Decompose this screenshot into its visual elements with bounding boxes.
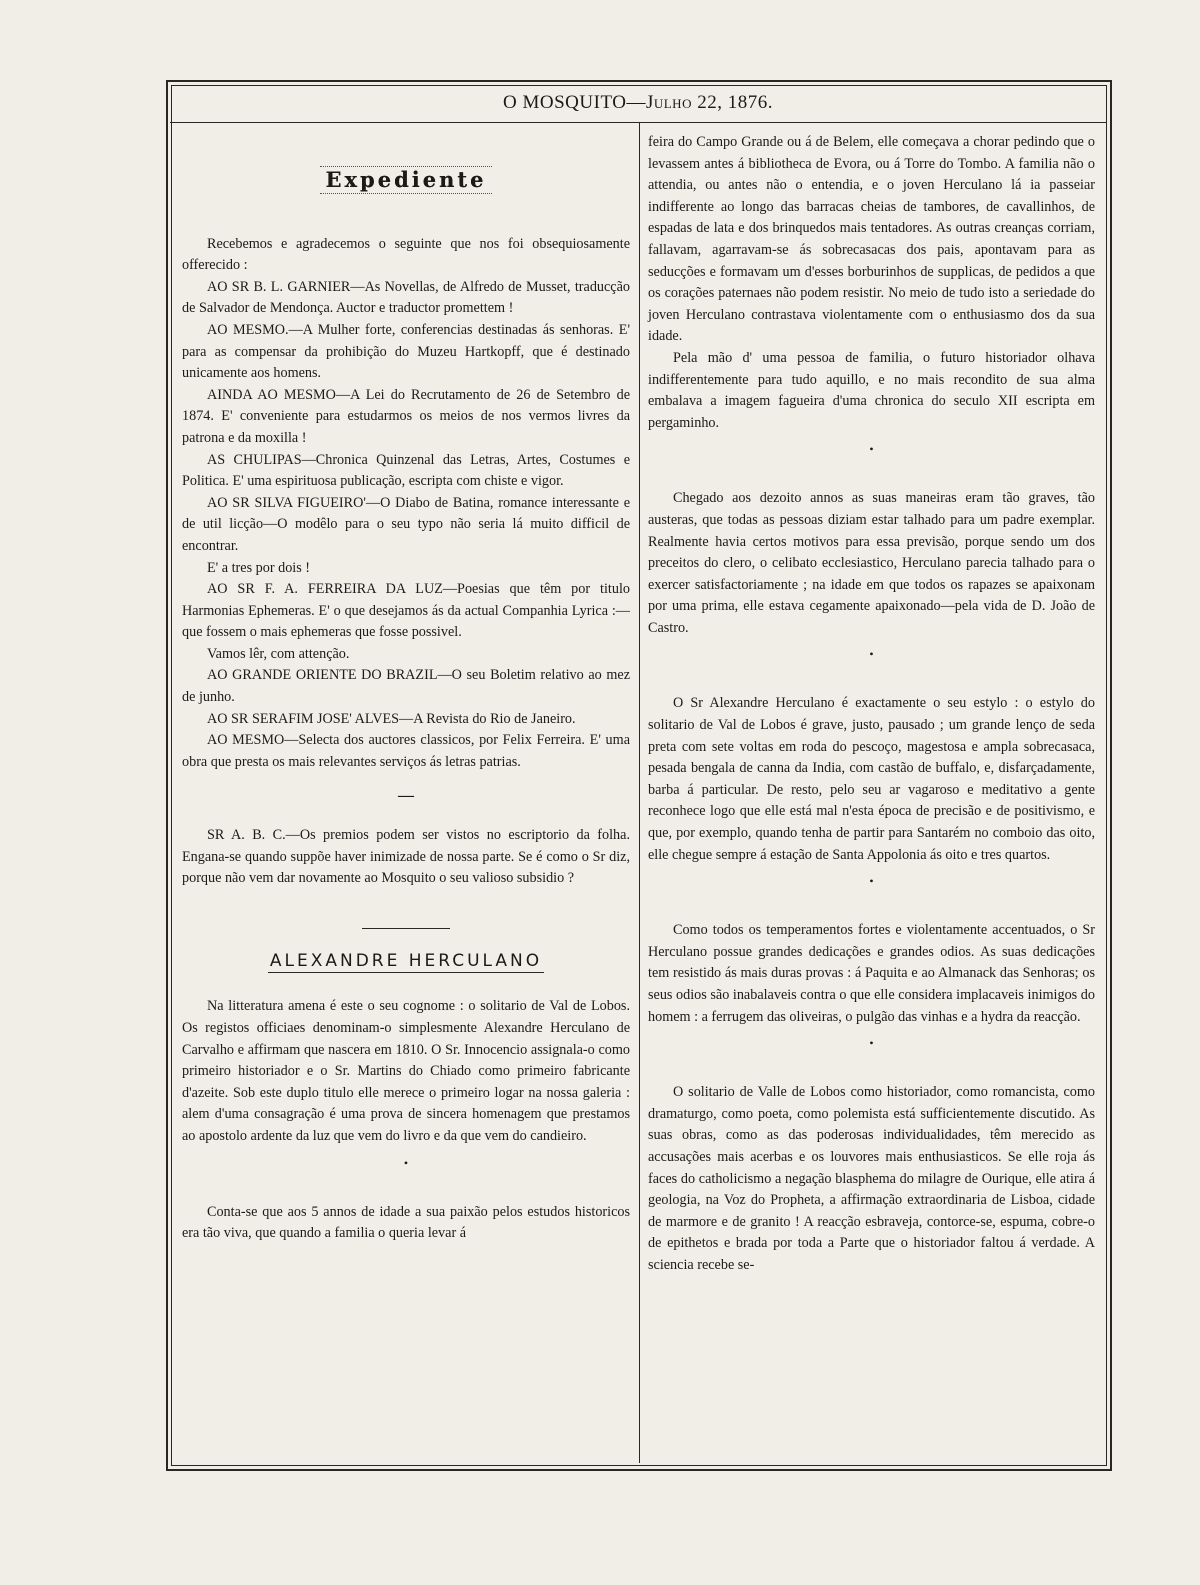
paragraph: O Sr Alexandre Herculano é exactamente o seu estylo : o estylo do solitario de Val de Lobos é grave, justo, pausado ; um grande lenço de seda preta com sete voltas em roda do pescoço, magestosa e ampla sobrecasaca, pesada bengala de canna da India, com castão de buffalo, e, disfarçadamente, barba á particular. De resto, pelo seu ar vagaroso e meditativo a gente reconhece logo que elle está mal n'esta época de precisão e de positivismo, e que, por exemplo, quando tenha de partir para Santarém no comboio das oito, elle chegue sempre á estação de Santa Appolonia ás oito e tres quartos. <box>648 695 1095 863</box>
paragraph: Como todos os temperamentos fortes e violentamente accentuados, o Sr Herculano possue grandes dedicações e grandes odios. As suas dedicações tem resistido ás mais duras provas : á Paquita e ao Almanack das Senhoras; os seus odios são inabalaveis contra o que elle considera implacaveis inimigos do homem : a ferrugem das oliveiras, o pulgão das vinhas e a hydra da reacção. <box>648 922 1095 1025</box>
right-column <box>648 132 1095 1277</box>
paragraph: Na litteratura amena é este o seu cognome : o solitario de Val de Lobos. Os registos officiaes denominam-o simplesmente Alexandre Herculano de Carvalho e affirmam que nascera em 1810. O Sr. Innocencio assignala-o como primeiro historiador e o Sr. Martins do Chiado como primeiro fabricante d'azeite. Sob este duplo titulo elle merece o primeiro logar na nossa galeria : alem d'uma consagração é uma prova de sincera homenagem que prestamos ao apostolo ardente da luz que vem do livro e da que vem do candieiro. <box>182 998 630 1144</box>
short-rule-divider <box>362 928 450 929</box>
paragraph: Conta-se que aos 5 annos de idade a sua paixão pelos estudos historicos era tão viva, que quando a familia o queria levar á <box>182 1203 630 1242</box>
paragraph: Recebemos e agradecemos o seguinte que nos foi obsequiosamente offerecido : <box>182 235 630 274</box>
newspaper-title: O MOSQUITO— <box>503 92 646 113</box>
paragraph: AO GRANDE ORIENTE DO BRAZIL—O seu Boletim relativo ao mez de junho. <box>182 667 630 706</box>
left-column <box>182 132 630 1245</box>
issue-date: Julho 22, 1876. <box>645 92 773 113</box>
paragraph: Pela mão d' uma pessoa de familia, o futuro historiador olhava indifferentemente para tudo aquillo, e no mais recondito de sua alma embalava a imagem fagueira d'uma chronica do seculo XII escripta em pergaminho. <box>648 349 1095 431</box>
bullet-separator: • <box>869 647 874 662</box>
paragraph: feira do Campo Grande ou á de Belem, elle começava a chorar pedindo que o levassem antes á bibliotheca de Evora, ou á Torre do Tombo. A familia não o attendia, ou antes não o entendia, e o joven Herculano lá ia passeiar indifferente ao longo das barracas cheias de tambores, de cavallinhos, de espadas de lata e dos brinquedos mais tentadores. As outras creanças corriam, fallavam, agarravam-se ás sobrecasacas dos pais, apontavam para as seducções e formavam um d'esses borburinhos de supplicas, de pedidos a que os corações paternaes não podem resistir. No meio de tudo isto a seriedade do joven Herculano contrastava violentamente com o enthusiasmo dos da sua idade. <box>648 134 1095 345</box>
bullet-separator: • <box>869 1036 874 1051</box>
column-divider <box>639 123 640 1463</box>
paragraph: Vamos lêr, com attenção. <box>207 645 350 662</box>
paragraph: Chegado aos dezoito annos as suas maneiras eram tão graves, tão austeras, que todas as pessoas diziam estar talhado para um padre exemplar. Realmente havia certos motivos para essa previsão, porque sendo um dos preceitos do clero, o celibato ecclesiastico, Herculano parecia talhado para o exercer satisfactoriamente ; na idade em que todos os rapazes se apaixonam por uma prima, elle estava cegamente apaixonado—pela vida de D. João de Castro. <box>648 490 1095 636</box>
paragraph: SR A. B. C.—Os premios podem ser vistos no escriptorio da folha. Engana-se quando suppõe haver inimizade de nossa parte. Se é como o Sr diz, porque não vem dar novamente ao Mosquito o seu valioso subsidio ? <box>182 827 630 887</box>
masthead <box>170 84 1106 123</box>
paragraph: O solitario de Valle de Lobos como historiador, como romancista, como dramaturgo, como poeta, como polemista está sufficientemente discutido. As suas obras, como as das poderosas individualidades, têm merecido as accusações mais acerbas e os louvores mais enthusiasticos. Se elle roja ás faces do catholicismo a negação blasphema do milagre de Ourique, elle atira á geologia, na Voz do Propheta, a affirmação extraordinaria de Lisboa, cidade de marmore e de granito ! A reacção esbraveja, contorce-se, espuma, cobre-o de epithetos e brada por toda a Parte que o historiador faltou á verdade. A sciencia recebe se- <box>648 1084 1095 1273</box>
section-title-expediente: Expediente <box>182 166 630 194</box>
paragraph: AO SR SERAFIM JOSE' ALVES—A Revista do Rio de Janeiro. <box>207 710 576 727</box>
section-separator-dash: — <box>398 787 414 805</box>
article-heading: ALEXANDRE HERCULANO <box>269 950 543 971</box>
paragraph: AINDA AO MESMO—A Lei do Recrutamento de 26 de Setembro de 1874. E' conveniente para estudarmos os meios de nos vermos livres da patrona e da moxilla ! <box>182 386 630 446</box>
bullet-separator: • <box>869 874 874 889</box>
paragraph: AS CHULIPAS—Chronica Quinzenal das Letras, Artes, Costumes e Politica. E' uma espirituosa publicação, escripta com chiste e vigor. <box>182 451 630 490</box>
paragraph: AO SR SILVA FIGUEIRO'—O Diabo de Batina, romance interessante e de util licção—O modêlo para o seu typo não seria lá muito difficil de encontrar. <box>182 494 630 554</box>
paragraph: AO SR F. A. FERREIRA DA LUZ—Poesias que têm por titulo Harmonias Ephemeras. E' o que desejamos ás da actual Companhia Lyrica :—que fossem o mais ephemeras que fosse possivel. <box>182 581 630 641</box>
paragraph: AO MESMO.—A Mulher forte, conferencias destinadas ás senhoras. E' para as compensar da prohibição do Muzeu Hartkopff, que é destinado unicamente aos homens. <box>182 321 630 382</box>
bullet-separator: • <box>869 442 874 457</box>
paragraph: E' a tres por dois ! <box>207 559 311 576</box>
paragraph: AO MESMO—Selecta dos auctores classicos, por Felix Ferreira. E' uma obra que presta os mais relevantes serviços ás letras patrias. <box>182 732 630 770</box>
paragraph: AO SR B. L. GARNIER—As Novellas, de Alfredo de Musset, traducção de Salvador de Mendonça. Auctor e traductor promettem ! <box>182 278 630 317</box>
bullet-separator: • <box>403 1155 409 1170</box>
